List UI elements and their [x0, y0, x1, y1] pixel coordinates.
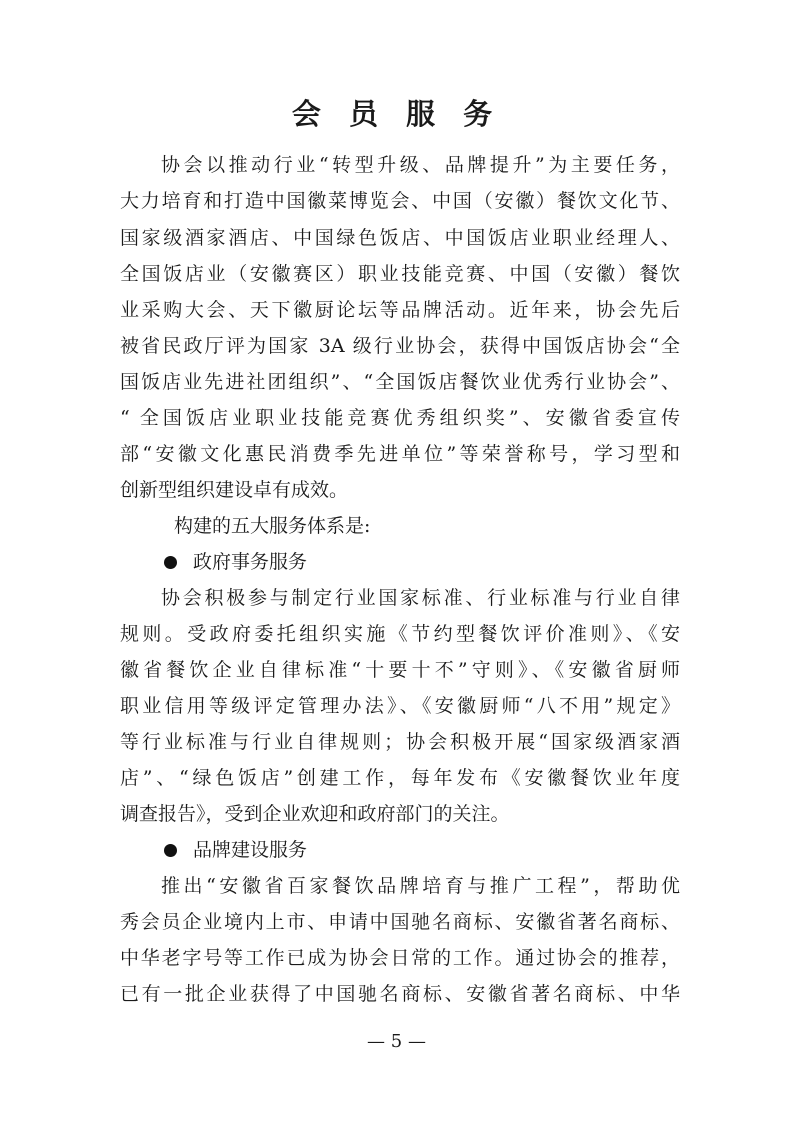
intro-line: 被省民政厅评为国家 3A 级行业协会，获得中国饭店协会“全: [120, 335, 680, 357]
section-line: 徽省餐饮企业自律标准“十要十不”守则》、《安徽省厨师: [120, 659, 680, 681]
section-line: 等行业标准与行业自律规则；协会积极开展“国家级酒家酒: [120, 731, 680, 753]
intro-line: 业采购大会、天下徽厨论坛等品牌活动。近年来，协会先后: [120, 299, 680, 321]
section-line: 规则。受政府委托组织实施《节约型餐饮评价准则》、《安: [120, 623, 680, 645]
section-line: 协会积极参与制定行业国家标准、行业标准与行业自律: [161, 587, 680, 609]
section-line: 职业信用等级评定管理办法》、《安徽厨师“八不用”规定》: [120, 695, 680, 717]
intro-line: 部“安徽文化惠民消费季先进单位”等荣誉称号，学习型和: [120, 443, 680, 465]
intro-line: 国饭店业先进社团组织”、“全国饭店餐饮业优秀行业协会”、: [120, 371, 680, 393]
intro-line: 协会以推动行业“转型升级、品牌提升”为主要任务，: [161, 154, 680, 176]
intro-line: “ 全国饭店业职业技能竞赛优秀组织奖”、安徽省委宣传: [120, 407, 680, 429]
bullet-icon: [164, 556, 177, 569]
section-heading-label: 政府事务服务: [193, 551, 308, 573]
section-line: 已有一批企业获得了中国驰名商标、安徽省著名商标、中华: [120, 983, 680, 1005]
section-line: 店”、“绿色饭店”创建工作，每年发布《安徽餐饮业年度: [120, 767, 680, 789]
intro-line: 国家级酒家酒店、中国绿色饭店、中国饭店业职业经理人、: [120, 227, 680, 249]
intro-line: 大力培育和打造中国徽菜博览会、中国（安徽）餐饮文化节、: [120, 190, 680, 212]
section-heading-brand: [164, 838, 307, 862]
section-line: 推出“安徽省百家餐饮品牌培育与推广工程”，帮助优: [161, 875, 680, 897]
section-heading-label: 品牌建设服务: [193, 839, 308, 861]
page-title: 会 员 服 务: [291, 97, 502, 131]
page-number: — 5 —: [367, 1031, 426, 1052]
system-intro: 构建的五大服务体系是:: [174, 515, 371, 537]
bullet-icon: [164, 844, 177, 857]
section-line: 中华老字号等工作已成为协会日常的工作。通过协会的推荐，: [120, 947, 680, 969]
intro-line: 创新型组织建设卓有成效。: [120, 479, 349, 501]
intro-line: 全国饭店业（安徽赛区）职业技能竞赛、中国（安徽）餐饮: [120, 263, 680, 285]
section-line: 调查报告》，受到企业欢迎和政府部门的关注。: [120, 803, 510, 825]
section-heading-government: [164, 550, 307, 574]
section-line: 秀会员企业境内上市、申请中国驰名商标、安徽省著名商标、: [120, 911, 680, 933]
